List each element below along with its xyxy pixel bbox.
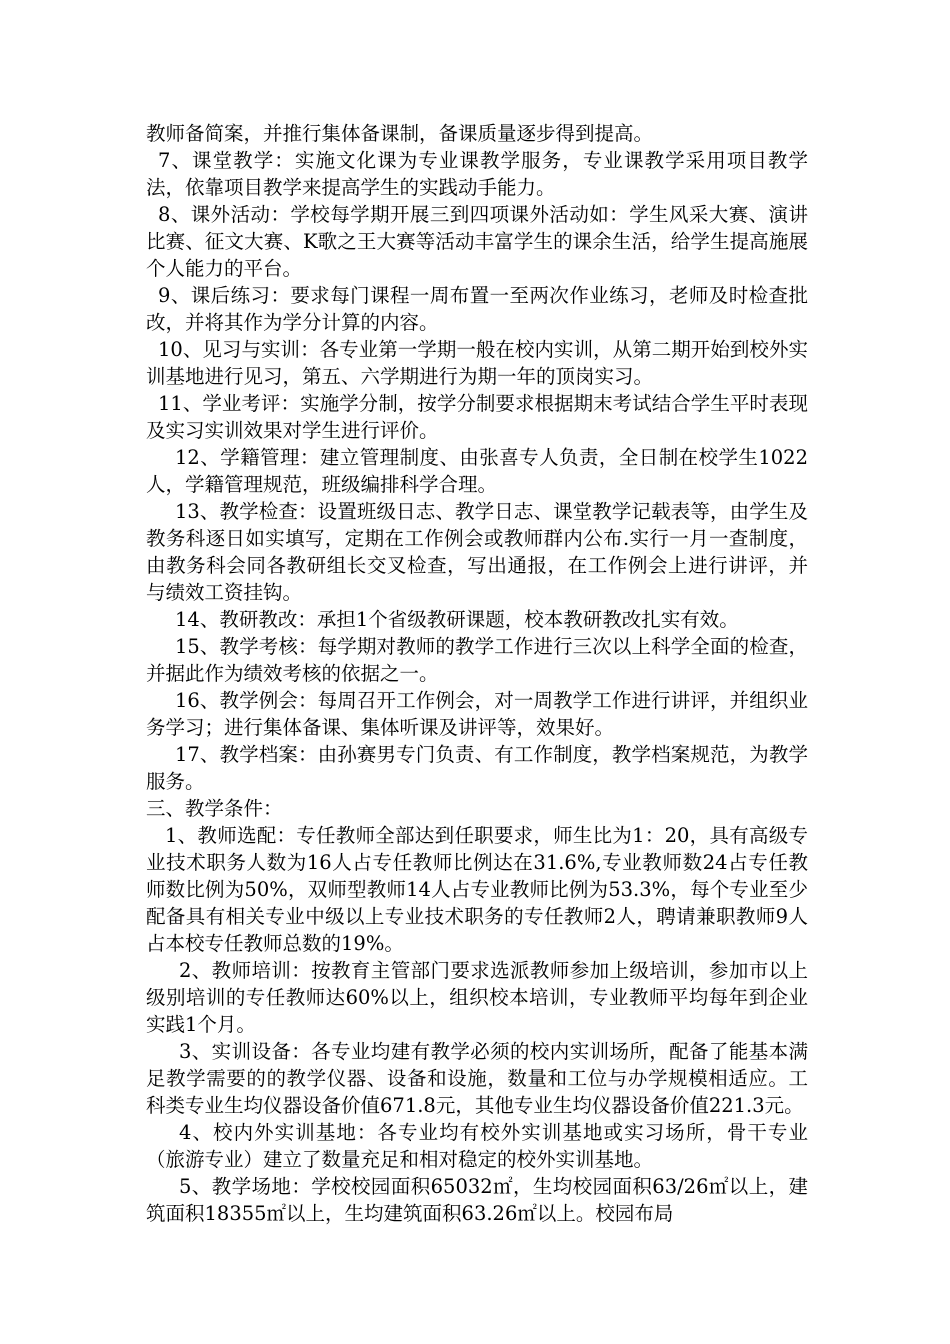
paragraph-homework: 9、课后练习：要求每门课程一周布置一至两次作业练习，老师及时检查批改，并将其作为学分计算的内容。 [146, 284, 808, 334]
paragraph-extracurricular: 8、课外活动：学校每学期开展三到四项课外活动如：学生风采大赛、演讲比赛、征文大赛、K歌之王大赛等活动丰富学生的课余生活，给学生提高施展个人能力的平台。 [146, 203, 808, 280]
paragraph-venue: 5、教学场地：学校校园面积65032㎡，生均校园面积63/26㎡以上，建筑面积18355㎡以上，生均建筑面积63.26㎡以上。校园布局 [146, 1175, 808, 1225]
paragraph-archive: 17、教学档案：由孙赛男专门负责、有工作制度，教学档案规范，为教学服务。 [146, 743, 808, 793]
paragraph-teacher-training: 2、教师培训：按教育主管部门要求选派教师参加上级培训，参加市以上级别培训的专任教师达60%以上，组织校本培训，专业教师平均每年到企业实践1个月。 [146, 959, 808, 1036]
paragraph-evaluation: 15、教学考核：每学期对教师的教学工作进行三次以上科学全面的检查，并据此作为绩效考核的依据之一。 [146, 635, 808, 685]
paragraph-classroom-teaching: 7、课堂教学：实施文化课为专业课教学服务，专业课教学采用项目教学法，依靠项目教学来提高学生的实践动手能力。 [146, 149, 808, 199]
paragraph-teacher-allocation: 1、教师选配：专任教师全部达到任职要求，师生比为1：20，具有高级专业技术职务人数为16人占专任教师比例达在31.6%,专业教师数24占专任教师数比例为50%，双师型教师14人占专业教师比例为53.3%，每个专业至少配备具有相关专业中级以上专业技术职务的专任教师2人，聘请兼职教师9人占本校专任教师总数的19%。 [146, 824, 808, 955]
paragraph-internship: 10、见习与实训：各专业第一学期一般在校内实训，从第二期开始到校外实训基地进行见习，第五、六学期进行为期一年的顶岗实习。 [146, 338, 808, 388]
document-body [146, 120, 808, 1227]
section-heading: 三、教学条件： [146, 797, 283, 820]
paragraph-continuation: 教师备简案，并推行集体备课制，备课质量逐步得到提高。 [146, 122, 654, 145]
paragraph-equipment: 3、实训设备：各专业均建有教学必须的校内实训场所，配备了能基本满足教学需要的的教学仪器、设备和设施，数量和工位与办学规模相适应。工科类专业生均仪器设备价值671.8元，其他专业生均仪器设备价值221.3元。 [146, 1040, 808, 1117]
paragraph-meeting: 16、教学例会：每周召开工作例会，对一周教学工作进行讲评，并组织业务学习；进行集体备课、集体听课及讲评等，效果好。 [146, 689, 808, 739]
paragraph-assessment: 11、学业考评：实施学分制，按学分制要求根据期末考试结合学生平时表现及实习实训效果对学生进行评价。 [146, 392, 808, 442]
paragraph-enrollment: 12、学籍管理：建立管理制度、由张喜专人负责，全日制在校学生1022人，学籍管理规范，班级编排科学合理。 [146, 446, 808, 496]
paragraph-research: 14、教研教改：承担1个省级教研课题，校本教研教改扎实有效。 [175, 608, 739, 631]
paragraph-training-base: 4、校内外实训基地：各专业均有校外实训基地或实习场所，骨干专业（旅游专业）建立了数量充足和相对稳定的校外实训基地。 [146, 1121, 808, 1171]
paragraph-inspection: 13、教学检查：设置班级日志、教学日志、课堂教学记载表等，由学生及教务科逐日如实填写，定期在工作例会或教师群内公布.实行一月一查制度，由教务科会同各教研组长交叉检查，写出通报，在工作例会上进行讲评，并与绩效工资挂钩。 [146, 500, 808, 604]
